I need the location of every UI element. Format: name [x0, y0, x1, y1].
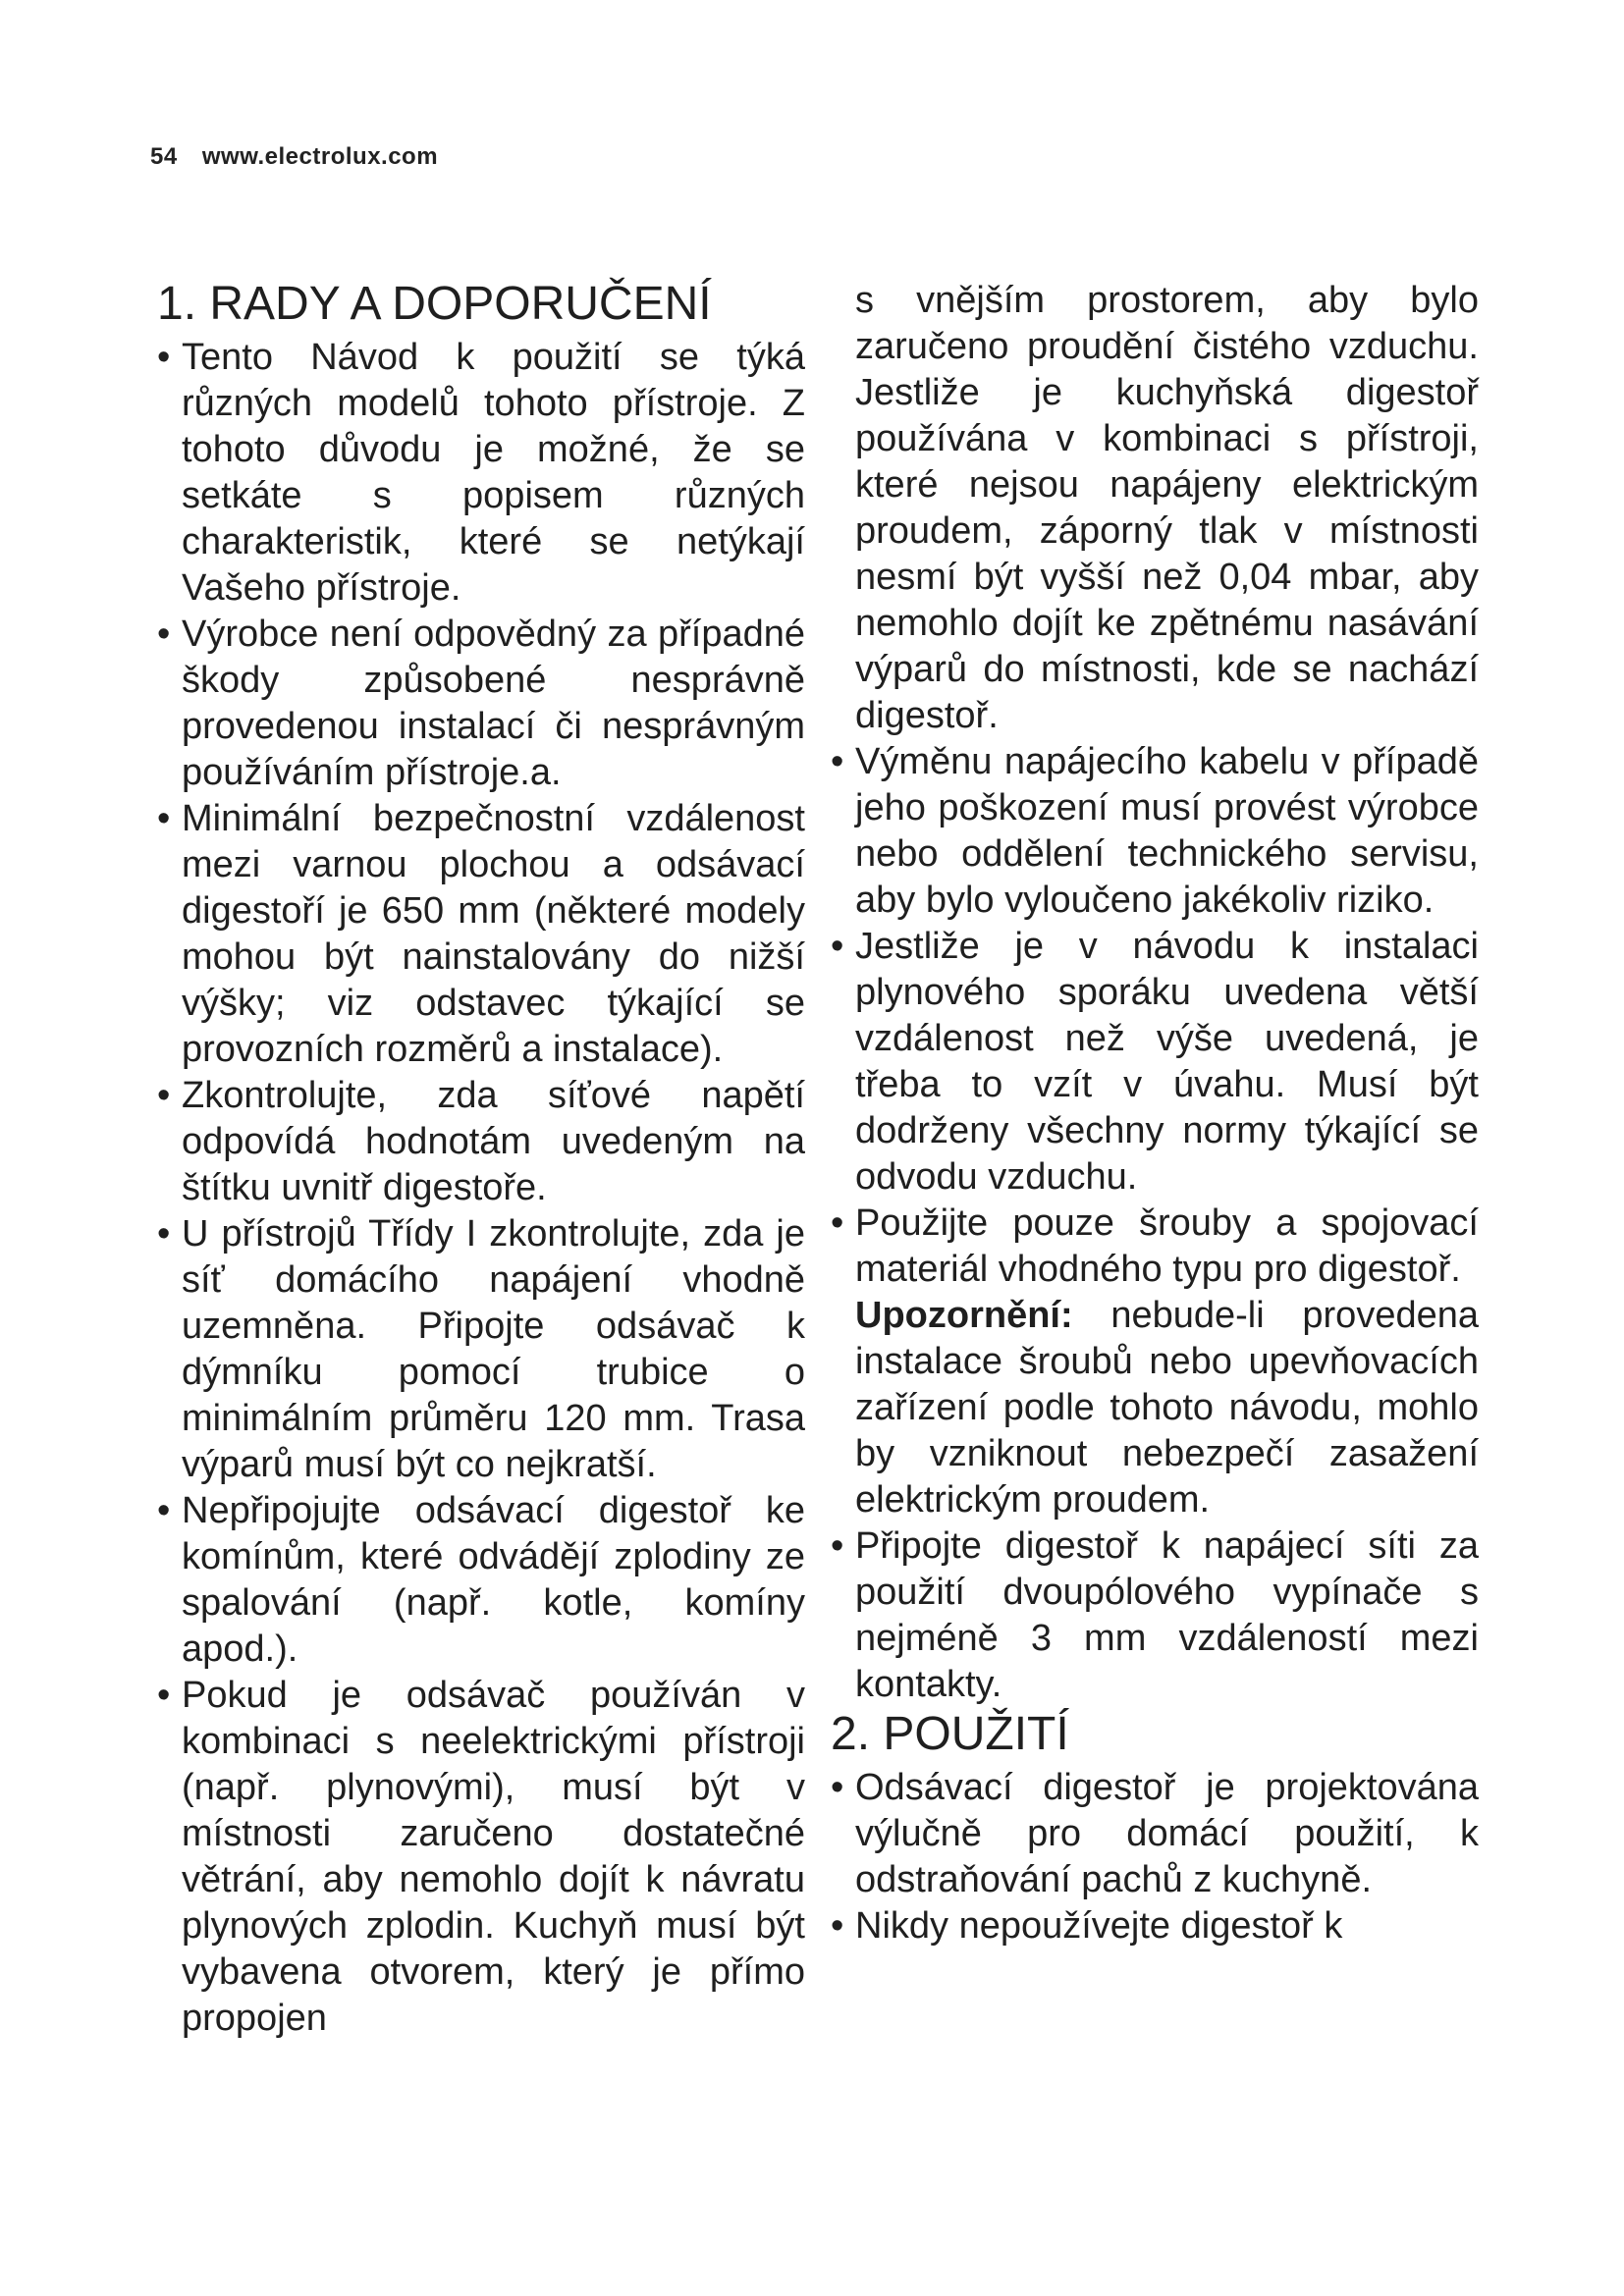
list-item: • Nikdy nepoužívejte digestoř k [831, 1903, 1479, 1949]
left-column [157, 278, 805, 2042]
website-url: www.electrolux.com [201, 143, 439, 170]
warning-note [831, 1293, 1479, 1523]
list-item: • Pokud je odsávač používán v kombinaci s neelektrickými přístroji (např. plynovými), musí být v místnosti zaručeno dostatečné větrání, aby nemohlo dojít k návratu plynových zplodin. Kuchyň musí být vybavena otvorem, který je přímo propojen [157, 1673, 805, 2042]
advice-list-continued [831, 739, 1479, 1293]
right-column [831, 278, 1479, 1949]
list-item: • Použijte pouze šrouby a spojovací materiál vhodného typu pro digestoř. [831, 1201, 1479, 1293]
section-title-usage: 2. POUŽITÍ [831, 1708, 1069, 1760]
list-item: • Jestliže je v návodu k instalaci plynového sporáku uvedena větší vzdálenost než výše uvedená, je třeba to vzít v úvahu. Musí být dodrženy všechny normy týkající se odvodu vzduchu. [831, 924, 1479, 1201]
warning-label: Upozornění: [855, 1295, 1073, 1336]
list-item: • Připojte digestoř k napájecí síti za použití dvoupólového vypínače s nejméně 3 mm vzdáleností mezi kontakty. [831, 1523, 1479, 1708]
section-title-advice: 1. RADY A DOPORUČENÍ [157, 278, 712, 330]
list-item: • Tento Návod k použití se týká různých modelů tohoto přístroje. Z tohoto důvodu je možné, že se setkáte s popisem různých charakteristik, které se netýkají Vašeho přístroje. [157, 335, 805, 612]
list-item: • Minimální bezpečnostní vzdálenost mezi varnou plochou a odsávací digestoří je 650 mm (některé modely mohou být nainstalovány do nižší výšky; viz odstavec týkající se provozních rozměrů a instalace). [157, 796, 805, 1073]
advice-list [157, 335, 805, 2042]
warning-text: nebude-li provedena instalace šroubů nebo upevňovacích zařízení podle tohoto návodu, mohlo by vzniknout nebezpečí zasažení elektrickým proudem. [855, 1295, 1479, 1521]
advice-list-final [831, 1523, 1479, 1708]
list-item: • Zkontrolujte, zda síťové napětí odpovídá hodnotám uvedeným na štítku uvnitř digestoře. [157, 1073, 805, 1211]
list-item: • U přístrojů Třídy I zkontrolujte, zda je síť domácího napájení vhodně uzemněna. Připojte odsávač k dýmníku pomocí trubice o minimálním průměru 120 mm. Trasa výparů musí být co nejkratší. [157, 1211, 805, 1488]
list-item: • Odsávací digestoř je projektována výlučně pro domácí použití, k odstraňování pachů z kuchyně. [831, 1765, 1479, 1903]
page-header [150, 143, 438, 171]
list-item: • Výměnu napájecího kabelu v případě jeho poškození musí provést výrobce nebo oddělení technického servisu, aby bylo vyloučeno jakékoliv riziko. [831, 739, 1479, 924]
list-item: • Výrobce není odpovědný za případné škody způsobené nesprávně provedenou instalací či nesprávným používáním přístroje.a. [157, 612, 805, 796]
paragraph-continuation: s vnějším prostorem, aby bylo zaručeno proudění čistého vzduchu. Jestliže je kuchyňská digestoř používána v kombinaci s přístroji, které nejsou napájeny elektrickým proudem, záporný tlak v místnosti nesmí být vyšší než 0,04 mbar, aby nemohlo dojít ke zpětnému nasávání výparů do místnosti, kde se nachází digestoř. [855, 280, 1479, 736]
page-number: 54 [150, 143, 178, 170]
usage-list [831, 1765, 1479, 1949]
list-item: • Nepřipojujte odsávací digestoř ke komínům, které odvádějí zplodiny ze spalování (např. kotle, komíny apod.). [157, 1488, 805, 1673]
